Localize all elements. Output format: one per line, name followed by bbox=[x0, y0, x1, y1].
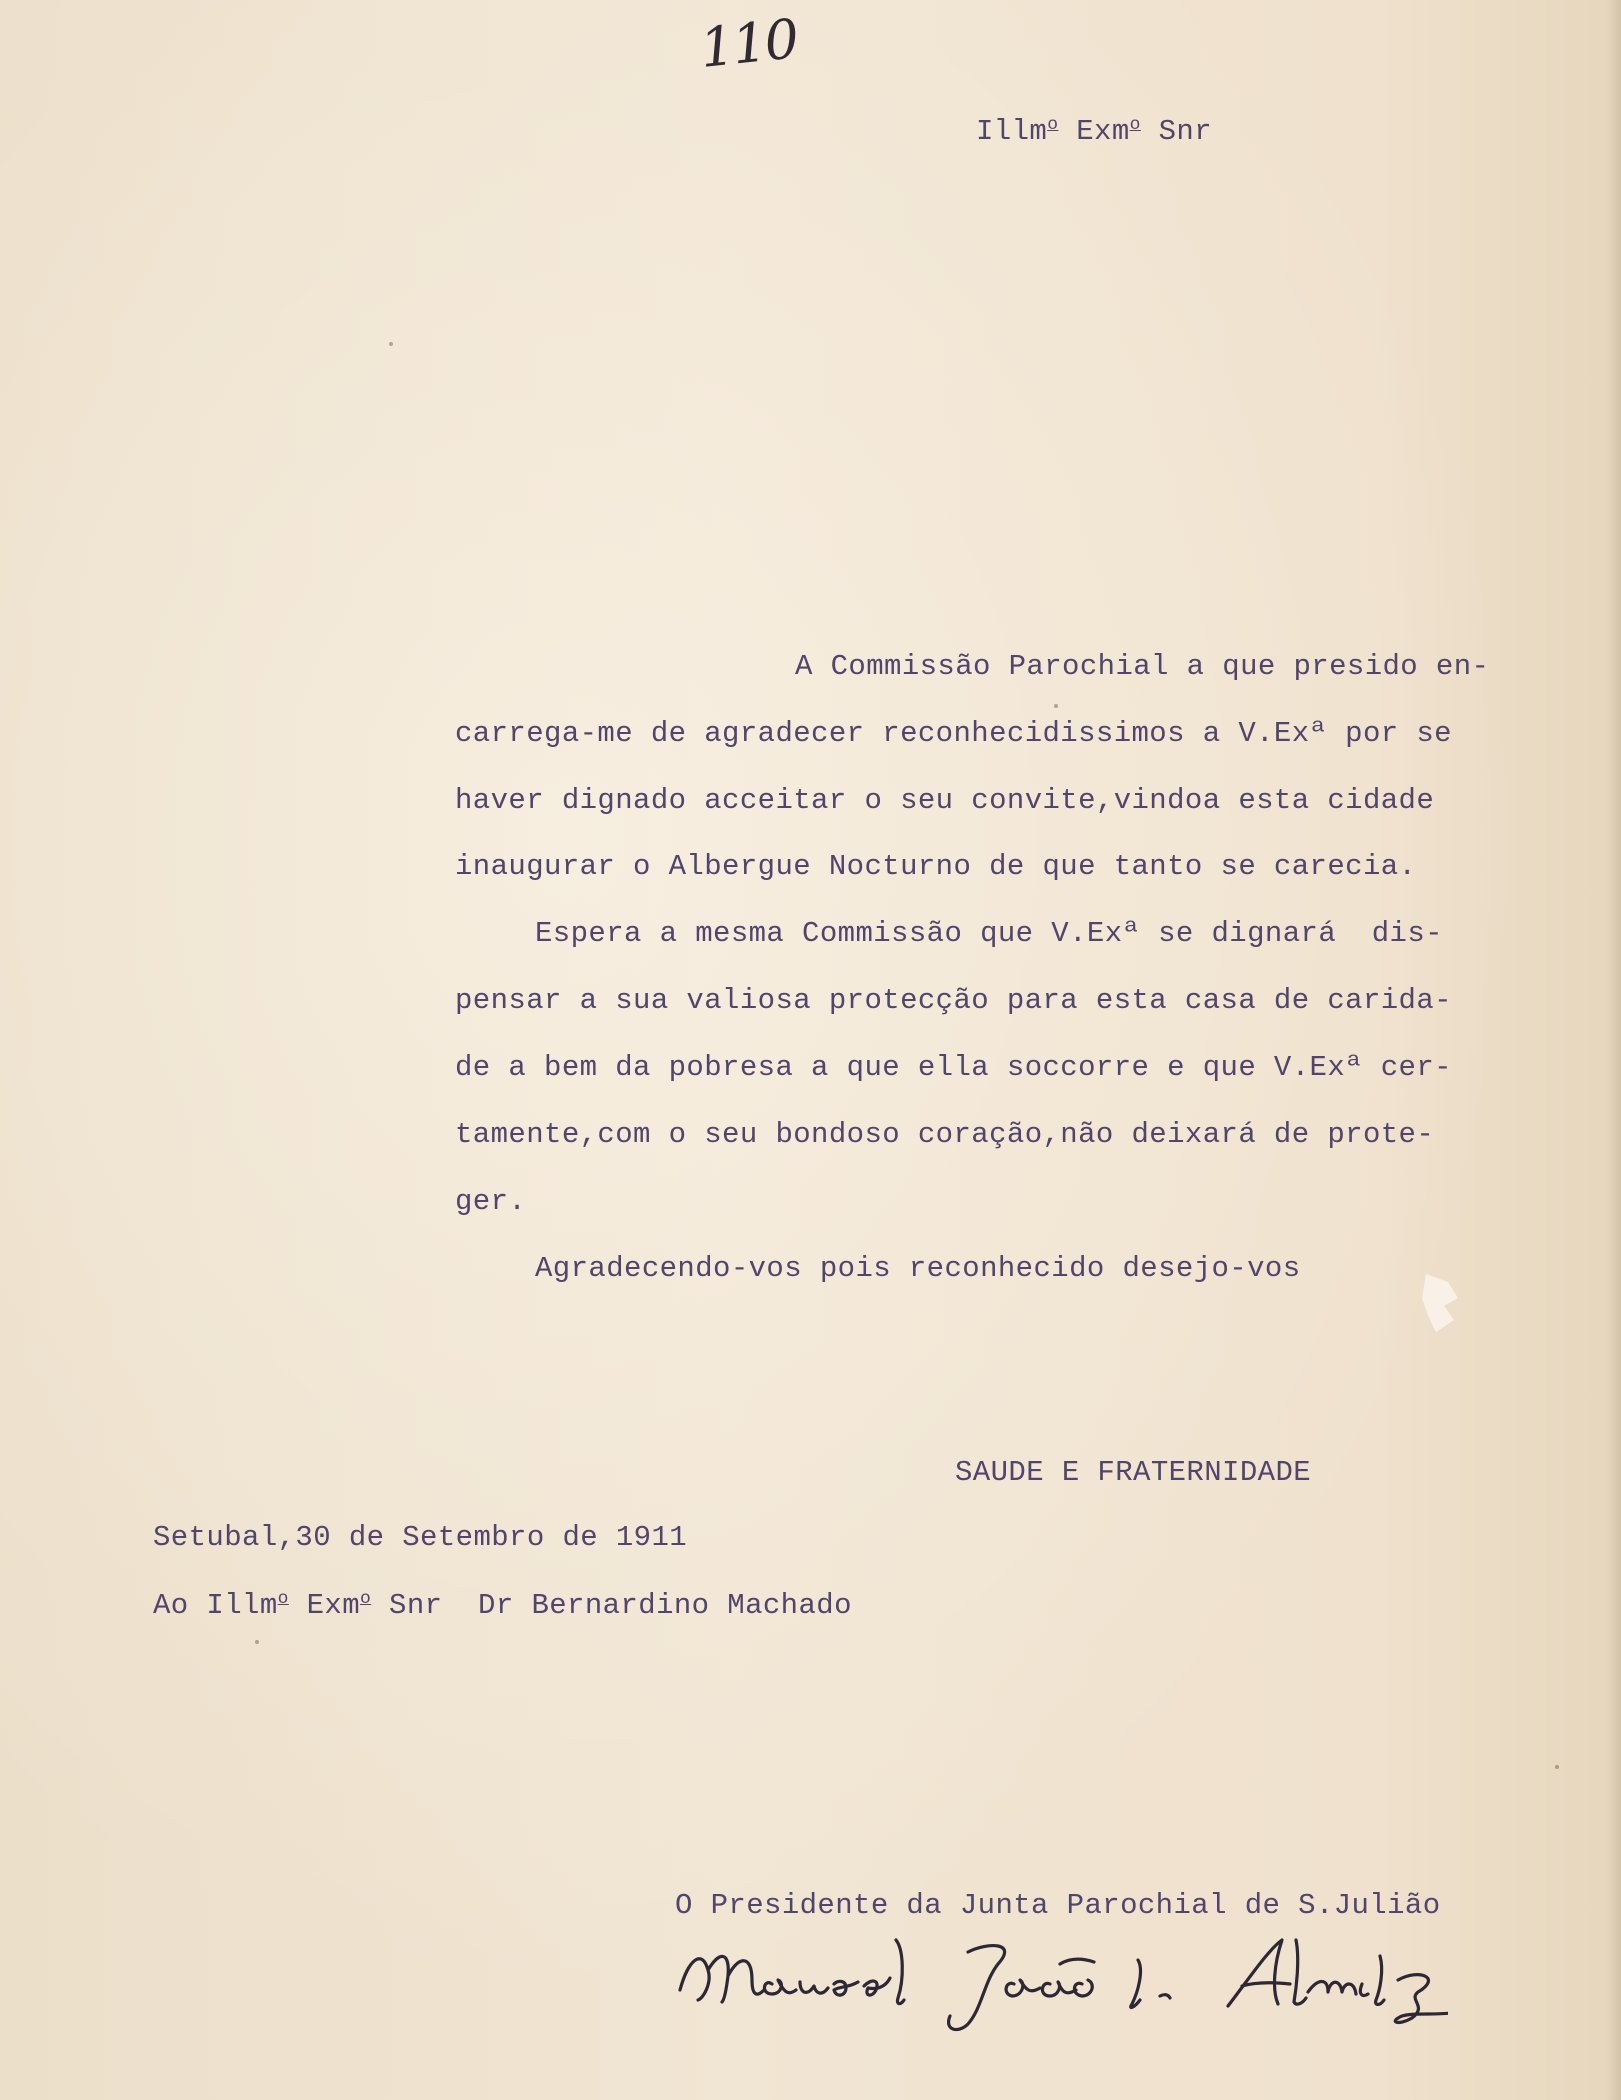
salutation-mid: Exm bbox=[1058, 114, 1130, 148]
body-line: haver dignado acceitar o seu convite,vindoa esta cidade bbox=[455, 784, 1435, 817]
body-line: de a bem da pobresa a que ella soccorre e que V.Exª cer- bbox=[455, 1051, 1452, 1084]
body-line: A Commissão Parochial a que presido en- bbox=[795, 650, 1490, 683]
handwritten-signature bbox=[668, 1920, 1448, 2040]
body-line: ger. bbox=[455, 1185, 527, 1218]
addressee-line bbox=[153, 1590, 852, 1620]
addressee-ordinal-2: o bbox=[360, 1589, 372, 1609]
salutation bbox=[976, 116, 1212, 146]
body-line: pensar a sua valiosa protecção para esta casa de carida- bbox=[455, 984, 1452, 1017]
salutation-post: Snr bbox=[1140, 114, 1213, 148]
addressee-pre: Ao Illm bbox=[153, 1588, 278, 1622]
folio-number: 110 bbox=[696, 7, 801, 80]
closing-salutation: SAUDE E FRATERNIDADE bbox=[955, 1456, 1312, 1489]
paper-edge-shadow bbox=[1607, 0, 1621, 2100]
salutation-ordinal-1: o bbox=[1047, 115, 1059, 135]
paper-speck bbox=[389, 342, 393, 346]
body-line: Agradecendo-vos pois reconhecido desejo-vos bbox=[535, 1252, 1301, 1285]
addressee-post: Snr Dr Bernardino Machado bbox=[371, 1588, 852, 1622]
salutation-ordinal-2: o bbox=[1129, 115, 1141, 135]
paper-speck bbox=[255, 1640, 259, 1644]
body-line: carrega-me de agradecer reconhecidissimos a V.Exª por se bbox=[455, 717, 1452, 750]
place-date: Setubal,30 de Setembro de 1911 bbox=[153, 1521, 688, 1554]
salutation-pre: Illm bbox=[976, 114, 1048, 148]
addressee-mid: Exm bbox=[288, 1588, 361, 1622]
paper-speck bbox=[1054, 704, 1058, 708]
paper-speck bbox=[1555, 1765, 1559, 1769]
addressee-ordinal-1: o bbox=[277, 1589, 289, 1609]
body-line: inaugurar o Albergue Nocturno de que tanto se carecia. bbox=[455, 850, 1417, 883]
body-line: tamente,com o seu bondoso coração,não deixará de prote- bbox=[455, 1118, 1435, 1151]
signer-title: O Presidente da Junta Parochial de S.Julião bbox=[675, 1889, 1441, 1922]
body-line: Espera a mesma Commissão que V.Exª se dignará dis- bbox=[535, 917, 1443, 950]
paper-tear-mark bbox=[1418, 1268, 1464, 1338]
